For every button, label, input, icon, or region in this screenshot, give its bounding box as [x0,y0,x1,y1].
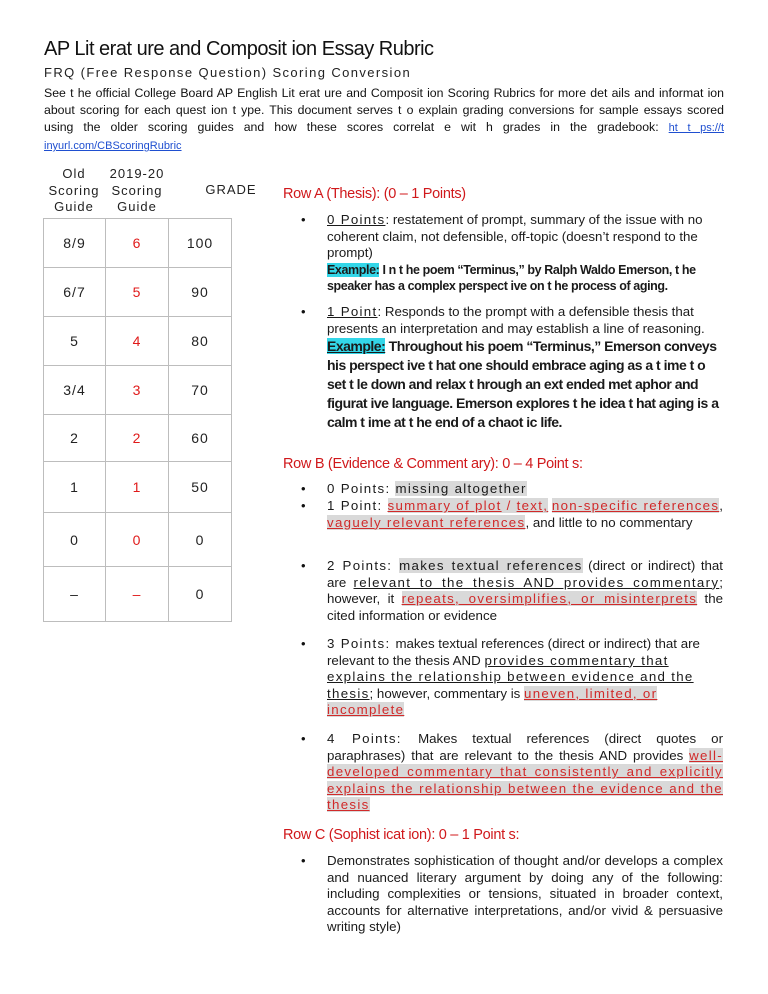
point-comma: , [719,498,723,513]
point-label: 0 Points [327,212,386,227]
table-row [44,513,232,567]
old-score-cell: 5 [44,317,106,366]
point-text-highlighted: missing altogether [395,481,527,496]
bullet-icon: • [301,636,306,651]
intro-paragraph [44,85,724,155]
grade-cell: 100 [169,219,232,268]
old-score-cell: 6/7 [44,268,106,317]
row-a-heading: Row A (Thesis): (0 – 1 Points) [283,186,466,202]
table-row [44,317,232,366]
old-score-cell: 3/4 [44,366,106,415]
bullet-icon: • [301,498,306,513]
point-text: Makes textual references (direct quotes or paraphrases) that are relevant to the thesis AND provides [327,731,723,763]
grade-cell: 0 [169,567,232,622]
grade-cell: 50 [169,462,232,513]
row-c-heading: Row C (Sophist icat ion): 0 – 1 Point s: [283,827,520,843]
example-label: Example: [327,262,380,277]
point-label: 1 Point: [327,498,388,513]
old-score-cell: 1 [44,462,106,513]
point-label: 1 Point [327,304,378,319]
grade-cell: 90 [169,268,232,317]
row-b-2-points [327,558,723,624]
old-score-cell: 8/9 [44,219,106,268]
point-text-red: repeats, oversimplifies, or misinterprets [401,591,698,606]
point-phrase-vague: vaguely relevant references [327,514,526,530]
new-score-cell: 3 [106,366,169,415]
table-row [44,567,232,622]
point-label: 2 Points: [327,558,400,573]
bullet-icon: • [301,853,306,868]
bullet-icon: • [301,558,306,573]
point-text: makes textual references (direct or indirect) that are relevant to the thesis AND [327,636,700,668]
point-label: 3 Points: [327,636,396,651]
example-text: Throughout his poem “Terminus,” Emerson conveys his perspect ive t hat one should embrace aging as a t ime t o set t le down and relax t hrough an ext ended met aphor and figurat ive language. Emerson explores t he idea t hat aging is a calm t ime at t he end of a chaot ic life. [327,338,719,430]
example-label: Example: [327,338,386,354]
grade-cell: 80 [169,317,232,366]
example-line [327,338,719,430]
table-row [44,366,232,415]
point-text-underlined: relevant to the thesis AND provides commentary [353,574,720,590]
new-score-cell: – [106,567,169,622]
table-row [44,219,232,268]
row-c-1-point [327,853,723,936]
example-text: I n t he poem “Terminus,” by Ralph Waldo Emerson, t he speaker has a complex perspect ive on t he process of aging. [327,262,696,293]
header-grade: GRADE [205,182,257,197]
point-phrase-nonspecific: non-specific references [551,498,720,513]
table-row [44,268,232,317]
rubric-link[interactable]: ht t ps://t inyurl.com/CBScoringRubric [44,122,725,152]
point-text-red: uneven, limited, or incomplete [327,685,658,717]
point-text: ; however, commentary is [369,685,524,701]
point-text: ; however, it [327,574,723,606]
point-phrase-plot: summary of plot [387,498,502,513]
row-a-1-point [327,304,723,432]
point-text-highlighted: makes textual references [399,558,583,573]
new-score-cell: 1 [106,462,169,513]
row-b-4-points [327,731,723,814]
row-b-3-points [327,636,723,719]
point-label: 4 Points: [327,731,419,746]
point-text-underlined: provides commentary that explains the relationship between evidence and the thesis [327,652,694,701]
point-phrase-text: text, [516,498,549,513]
row-b-1-point [327,498,723,531]
grade-cell: 0 [169,513,232,567]
point-text: : Responds to the prompt with a defensible thesis that presents an interpretation and may establish a line of reasoning. [327,304,705,336]
intro-text: See t he official College Board AP English Lit erat ure and Composit ion Scoring Rubrics for more det ails and informat ion about scoring for each quest ion t ype. This document serves t o explain grading conversions for sample essays scored using the older scoring guides and how these scores correlat e wit h grades in the gradebook: [44,86,724,134]
bullet-icon: • [301,212,306,227]
new-score-cell: 2 [106,415,169,462]
point-separator: / [501,498,517,513]
point-text: , and little to no commentary [525,514,693,530]
page-subtitle: FRQ (Free Response Question) Scoring Conversion [44,65,412,80]
header-new-guide: 2019-20 Scoring Guide [109,166,165,214]
page-title: AP Lit erat ure and Composit ion Essay Rubric [44,38,434,60]
new-score-cell: 0 [106,513,169,567]
header-old-guide: Old Scoring Guide [48,166,100,214]
old-score-cell: 2 [44,415,106,462]
grade-cell: 70 [169,366,232,415]
bullet-icon: • [301,304,306,319]
table-row [44,415,232,462]
point-text: : restatement of prompt, summary of the issue with no coherent claim, not defensible, off-topic (doesn’t respond to the prompt) [327,212,703,260]
point-text: Demonstrates sophistication of thought and/or develops a complex and nuanced literary argument by doing any of the following: including complexities or tensions, situated in broader context, accounts for alternative interpretations, and/or vivid & persuasive writing style) [327,853,723,934]
old-score-cell: 0 [44,513,106,567]
table-row [44,462,232,513]
row-b-heading: Row B (Evidence & Comment ary): 0 – 4 Point s: [283,456,583,472]
conversion-table [43,218,232,622]
example-line [327,263,696,294]
point-text: the cited information or evidence [327,591,723,623]
row-b-0-points [327,481,723,498]
new-score-cell: 6 [106,219,169,268]
point-label: 0 Points: [327,481,396,496]
old-score-cell: – [44,567,106,622]
grade-cell: 60 [169,415,232,462]
bullet-icon: • [301,481,306,496]
new-score-cell: 5 [106,268,169,317]
bullet-icon: • [301,731,306,746]
point-text-red: well-developed commentary that consistently and explicitly explains the relationship between the evidence and the thesis [327,747,723,812]
point-text: (direct or indirect) that are [327,558,723,590]
row-a-0-points [327,212,723,295]
new-score-cell: 4 [106,317,169,366]
